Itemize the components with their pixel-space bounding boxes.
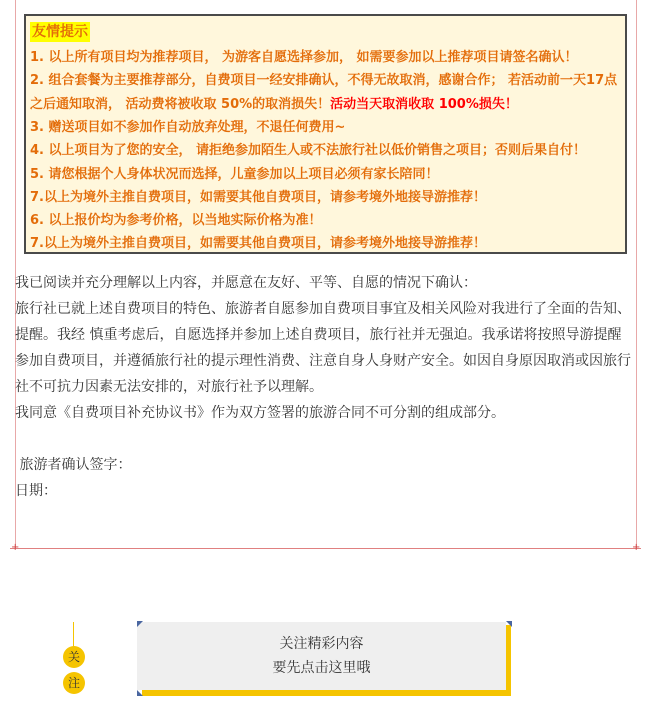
- date-label: 日期：: [15, 483, 57, 499]
- notice-item-highlight: 活动当天取消收取 100%损失！: [330, 96, 518, 112]
- notice-box: [24, 14, 627, 254]
- right-guide-line: [636, 0, 637, 548]
- notice-item: 2. 组合套餐为主要推荐部分，自费项目一经安排确认，不得无故取消，感谢合作； 若活动前一天17点之后通知取消， 活动费将被收取 50%的取消损失！活动当天取消收取 100%损失！: [30, 73, 618, 112]
- notice-list: [30, 46, 628, 255]
- follow-char-circle: 关: [63, 646, 85, 668]
- accent-line: [73, 622, 74, 648]
- notice-title: 友情提示: [32, 24, 88, 40]
- notice-item: 6. 以上报价均为参考价格，以当地实际价格为准！: [30, 213, 322, 229]
- card-corner: [506, 621, 512, 627]
- follow-line-1: 关注精彩内容: [279, 636, 364, 652]
- signature-label: 旅游者确认签字：: [15, 457, 132, 473]
- confirmation-intro: 我已阅读并充分理解以上内容，并愿意在友好、平等、自愿的情况下确认：: [15, 275, 477, 291]
- card-corner: [137, 690, 143, 696]
- crop-mark-left: +: [11, 542, 20, 553]
- card-shadow: [142, 689, 511, 696]
- follow-line-2: 要先点击这里哦: [272, 660, 371, 676]
- notice-item: 4. 以上项目为了您的安全， 请拒绝参加陌生人或不法旅行社以低价销售之项目；否则后果自付！: [30, 143, 587, 159]
- notice-item: 7.以上为境外主推自费项目，如需要其他自费项目，请参考境外地接导游推荐！: [30, 236, 486, 252]
- notice-item: 1. 以上所有项目均为推荐项目， 为游客自愿选择参加， 如需要参加以上推荐项目请签名确认！: [30, 50, 578, 65]
- notice-item: 5. 请您根据个人身体状况而选择，儿童参加以上项目必须有家长陪同！: [30, 166, 439, 182]
- follow-button[interactable]: [137, 622, 506, 690]
- confirmation-paragraph: 旅行社已就上述自费项目的特色、旅游者自愿参加自费项目事宜及相关风险对我进行了全面的告知、提醒。我经 慎重考虑后，自愿选择并参加上述自费项目，旅行社并无强迫。我承诺将按照导游提醒参加自费项目，并遵循旅行社的提示理性消费、注意自身人身财产安全。如因自身原因取消或因旅行社不可抗力因素无法安排的，对旅行社予以理解。: [15, 301, 631, 395]
- follow-banner: [0, 620, 651, 720]
- notice-item: 3. 赠送项目如不参加作自动放弃处理，不退任何费用~: [30, 120, 346, 136]
- card-corner: [137, 621, 143, 627]
- follow-char-circle: 注: [63, 672, 85, 694]
- crop-mark-right: +: [632, 542, 641, 553]
- confirmation-section: [15, 270, 635, 504]
- notice-item: 7.以上为境外主推自费项目，如需要其他自费项目，请参考境外地接导游推荐！: [30, 189, 486, 205]
- bottom-guide-line: [10, 548, 641, 549]
- spacer: [15, 426, 635, 452]
- agreement-statement: 我同意《自费项目补充协议书》作为双方签署的旅游合同不可分割的组成部分。: [15, 405, 505, 421]
